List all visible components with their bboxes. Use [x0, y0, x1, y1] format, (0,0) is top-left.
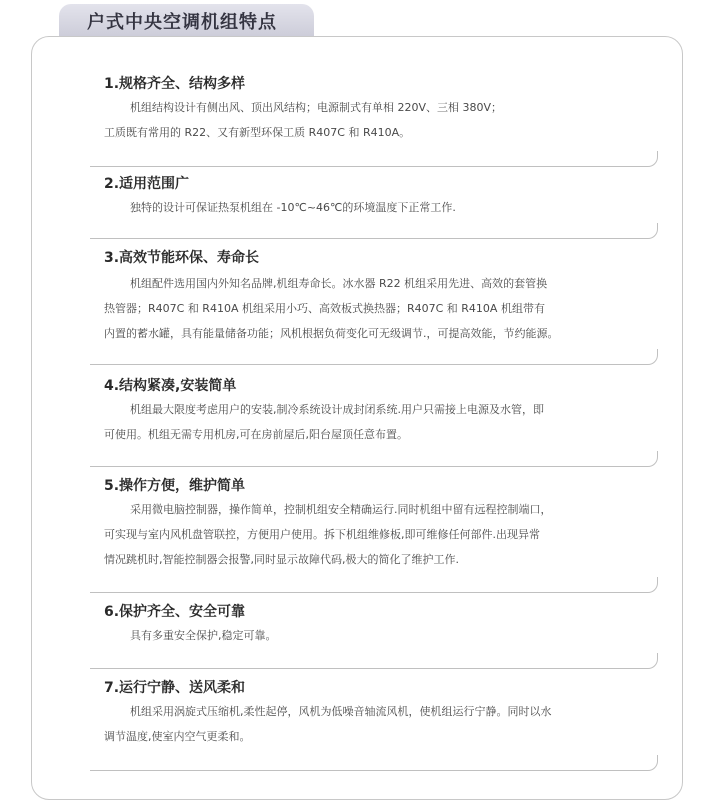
section-line: 机组结构设计有侧出风、顶出风结构；电源制式有单相 220V、三相 380V； [130, 101, 503, 114]
section-body [104, 397, 644, 447]
section-line: 机组最大限度考虑用户的安装,制冷系统设计成封闭系统.用户只需接上电源及水管，即 [130, 403, 544, 416]
section-title: 3.高效节能环保、寿命长 [104, 250, 260, 266]
section-line: 可使用。机组无需专用机房,可在房前屋后,阳台屋顶任意布置。 [104, 428, 408, 441]
section-body [104, 195, 644, 220]
section-title: 5.操作方便，维护简单 [104, 478, 246, 494]
section-line: 采用微电脑控制器，操作简单，控制机组安全精确运行.同时机组中留有远程控制端口， [130, 503, 552, 516]
section-line: 具有多重安全保护,稳定可靠。 [130, 629, 277, 642]
section-title: 2.适用范围广 [104, 176, 190, 192]
section-divider [90, 223, 658, 239]
section-divider [90, 755, 658, 771]
section-divider [90, 451, 658, 467]
section-line: 内置的蓄水罐，具有能量储备功能；风机根据负荷变化可无级调节.，可提高效能，节约能源。 [104, 327, 559, 340]
section-line: 可实现与室内风机盘管联控，方便用户使用。拆下机组维修板,即可维修任何部件.出现异常 [104, 528, 540, 541]
section-line: 独特的设计可保证热泵机组在 -10℃~46℃的环境温度下正常工作. [130, 201, 456, 214]
section-line: 工质既有常用的 R22、又有新型环保工质 R407C 和 R410A。 [104, 126, 411, 139]
section-title: 1.规格齐全、结构多样 [104, 76, 246, 92]
section-divider [90, 349, 658, 365]
section-body [104, 699, 644, 749]
section-title: 4.结构紧凑,安装简单 [104, 378, 237, 394]
section-divider [90, 151, 658, 167]
section-body [104, 271, 644, 346]
section-title: 6.保护齐全、安全可靠 [104, 604, 246, 620]
section-divider [90, 577, 658, 593]
page-title: 户式中央空调机组特点 [59, 4, 314, 42]
section-line: 热管器；R407C 和 R410A 机组采用小巧、高效板式换热器；R407C 和 R410A 机组带有 [104, 302, 545, 315]
section-line: 机组配件选用国内外知名品牌,机组寿命长。冰水器 R22 机组采用先进、高效的套管换 [130, 277, 548, 290]
section-line: 调节温度,使室内空气更柔和。 [104, 730, 251, 743]
section-divider [90, 653, 658, 669]
section-body [104, 623, 644, 648]
section-line: 机组采用涡旋式压缩机,柔性起停，风机为低噪音轴流风机，使机组运行宁静。同时以水 [130, 705, 552, 718]
section-body [104, 497, 644, 572]
section-body [104, 95, 644, 145]
section-line: 情况跳机时,智能控制器会报警,同时显示故障代码,极大的简化了维护工作. [104, 553, 459, 566]
section-title: 7.运行宁静、送风柔和 [104, 680, 246, 696]
features-panel [31, 36, 683, 800]
